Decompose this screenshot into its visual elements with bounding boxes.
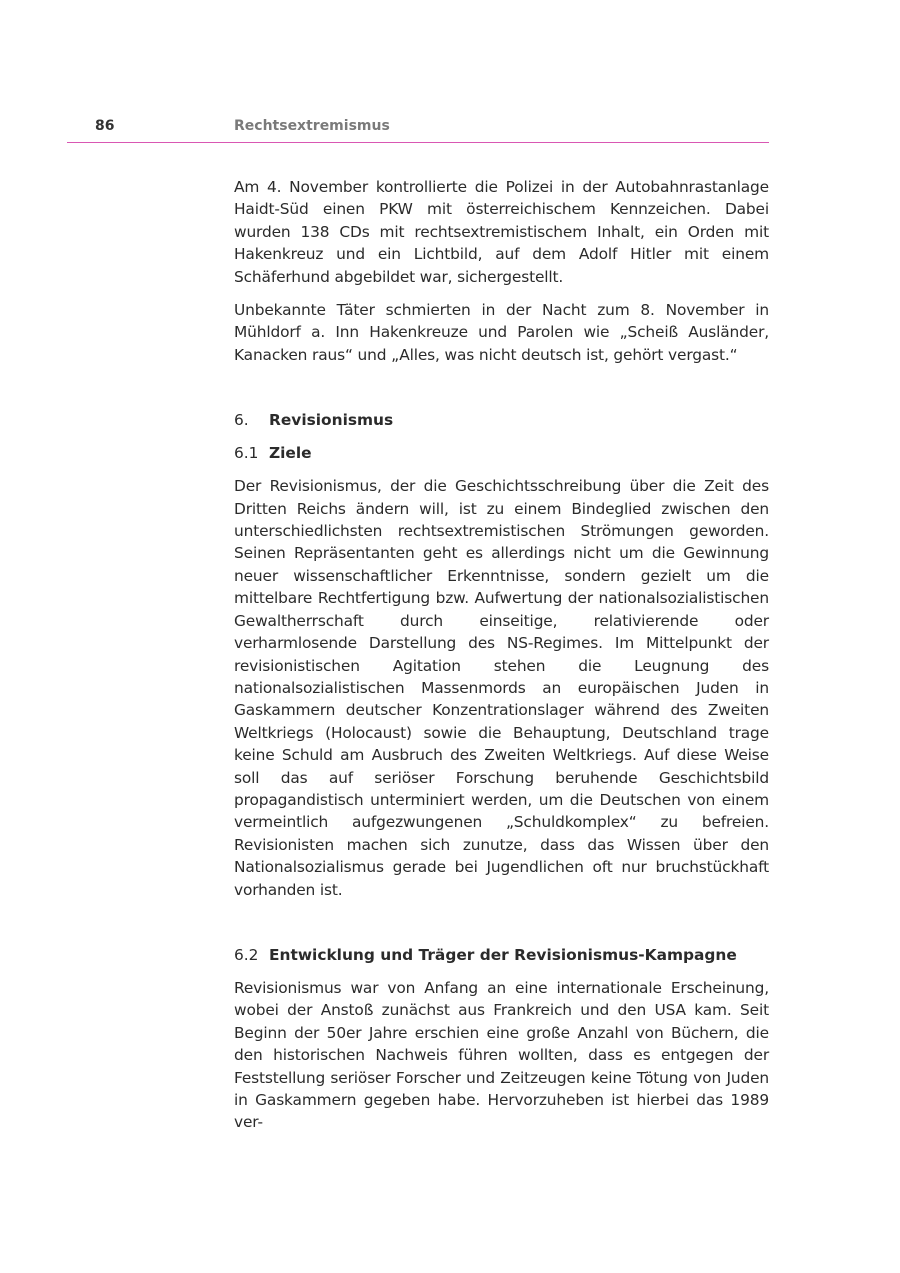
section-title: Revisionismus	[269, 411, 394, 430]
page-header	[67, 112, 769, 143]
section-number: 6.	[234, 411, 249, 430]
section-heading-6-1	[234, 442, 769, 464]
section-heading-6	[234, 409, 769, 431]
page-number: 86	[95, 118, 115, 134]
paragraph-entwicklung: Revisionismus war von Anfang an eine internationale Erscheinung, wobei der Anstoß zunächst aus Frankreich und den USA kam. Seit Beginn der 50er Jahre erschien eine große Anzahl von Büchern, die den historischen Nachweis führen wollten, dass es entgegen der Feststellung seriöser Forscher und Zeitzeugen keine Tötung von Juden in Gaskammern gegeben habe. Hervorzuheben ist hierbei das 1989 ver-	[234, 978, 769, 1132]
section-number: 6.1	[234, 444, 259, 463]
running-title: Rechtsextremismus	[234, 118, 390, 134]
paragraph-graffiti: Unbekannte Täter schmierten in der Nacht zum 8. November in Mühldorf a. Inn Hakenkreuze und Parolen wie „Scheiß Ausländer, Kanacken raus“ und „Alles, was nicht deutsch ist, gehört vergast.“	[234, 301, 769, 364]
paragraph-ziele: Der Revisionismus, der die Geschichtsschreibung über die Zeit des Dritten Reichs ändern will, ist zu einem Bindeglied zwischen den unterschiedlichsten rechtsextremistischen Strömungen geworden. Seinen Repräsentanten geht es allerdings nicht um die Gewinnung neuer wissenschaftlicher Erkenntnisse, sondern gezielt um die mittelbare Rechtfertigung bzw. Aufwertung der nationalsozialistischen Gewaltherrschaft durch einseitige, relativierende oder verharmlosende Darstellung des NS-Regimes. Im Mittelpunkt der revisionistischen Agitation stehen die Leugnung des nationalsozialistischen Massenmords an europäischen Juden in Gaskammern deutscher Konzentrationslager während des Zweiten Weltkriegs (Holocaust) sowie die Behauptung, Deutschland trage keine Schuld am Ausbruch des Zweiten Weltkriegs. Auf diese Weise soll das auf seriöser Forschung beruhende Geschichtsbild propagandistisch unterminiert werden, um die Deutschen von einem vermeintlich aufgezwungenen „Schuldkomplex“ zu befreien. Revisionisten machen sich zunutze, dass das Wissen über den Nationalsozialismus gerade bei Jugendlichen oft nur bruchstückhaft vorhanden ist.	[234, 477, 769, 899]
page-body	[234, 176, 769, 1134]
section-heading-6-2	[234, 944, 769, 966]
section-number: 6.2	[234, 945, 259, 964]
section-title: Entwicklung und Träger der Revisionismus-Kampagne	[269, 945, 737, 964]
paragraph-police-check: Am 4. November kontrollierte die Polizei in der Autobahnrastanlage Haidt-Süd einen PKW mit österreichischem Kennzeichen. Dabei wurden 138 CDs mit rechtsextremistischem Inhalt, ein Orden mit Hakenkreuz und ein Lichtbild, auf dem Adolf Hitler mit einem Schäferhund abgebildet war, sichergestellt.	[234, 178, 769, 286]
section-title: Ziele	[269, 444, 312, 463]
